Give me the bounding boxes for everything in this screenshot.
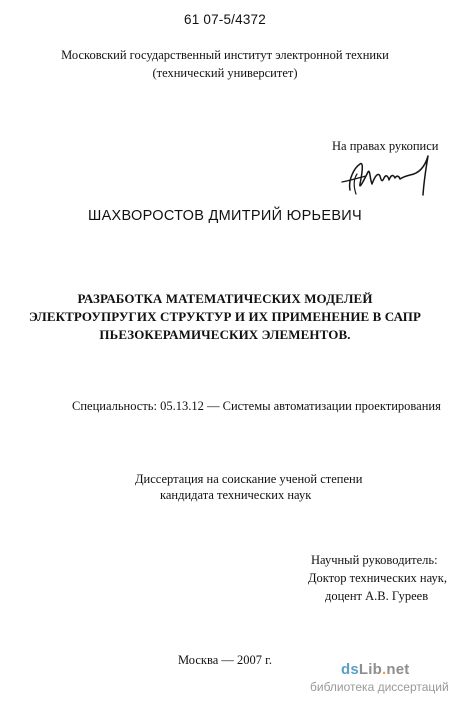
supervisor-name: доцент А.В. Гуреев [325, 589, 429, 603]
watermark-logo-ds: ds [341, 661, 359, 678]
handwritten-signature [320, 150, 435, 200]
institution-subtitle: (технический университет) [152, 66, 298, 80]
specialty-line: Специальность: 05.13.12 — Системы автоматизации проектирования [72, 399, 441, 413]
watermark-logo-lib: Lib [358, 661, 382, 678]
watermark-subtitle: библиотека диссертаций [310, 680, 449, 694]
title-line: РАЗРАБОТКА МАТЕМАТИЧЕСКИХ МОДЕЛЕЙ [77, 291, 373, 306]
supervisor-degree: Доктор технических наук, [308, 571, 447, 585]
watermark-logo-dot: . [382, 661, 387, 678]
supervisor-heading: Научный руководитель: [311, 553, 438, 567]
watermark-logo-net: net [386, 661, 410, 678]
degree-line: Диссертация на соискание ученой степени [135, 472, 363, 486]
watermark-logo [341, 661, 409, 678]
degree-line: кандидата технических наук [160, 488, 312, 502]
title-line: ПЬЕЗОКЕРАМИЧЕСКИХ ЭЛЕМЕНТОВ. [99, 327, 351, 342]
place-and-year: Москва — 2007 г. [178, 653, 272, 667]
institution-name: Московский государственный институт электронной техники [61, 48, 389, 62]
manuscript-rights-note: На правах рукописи [332, 139, 439, 153]
archive-stamp-number: 61 07-5/4372 [184, 12, 266, 27]
author-name: ШАХВОРОСТОВ ДМИТРИЙ ЮРЬЕВИЧ [88, 208, 362, 224]
title-line: ЭЛЕКТРОУПРУГИХ СТРУКТУР И ИХ ПРИМЕНЕНИЕ В САПР [28, 309, 422, 324]
